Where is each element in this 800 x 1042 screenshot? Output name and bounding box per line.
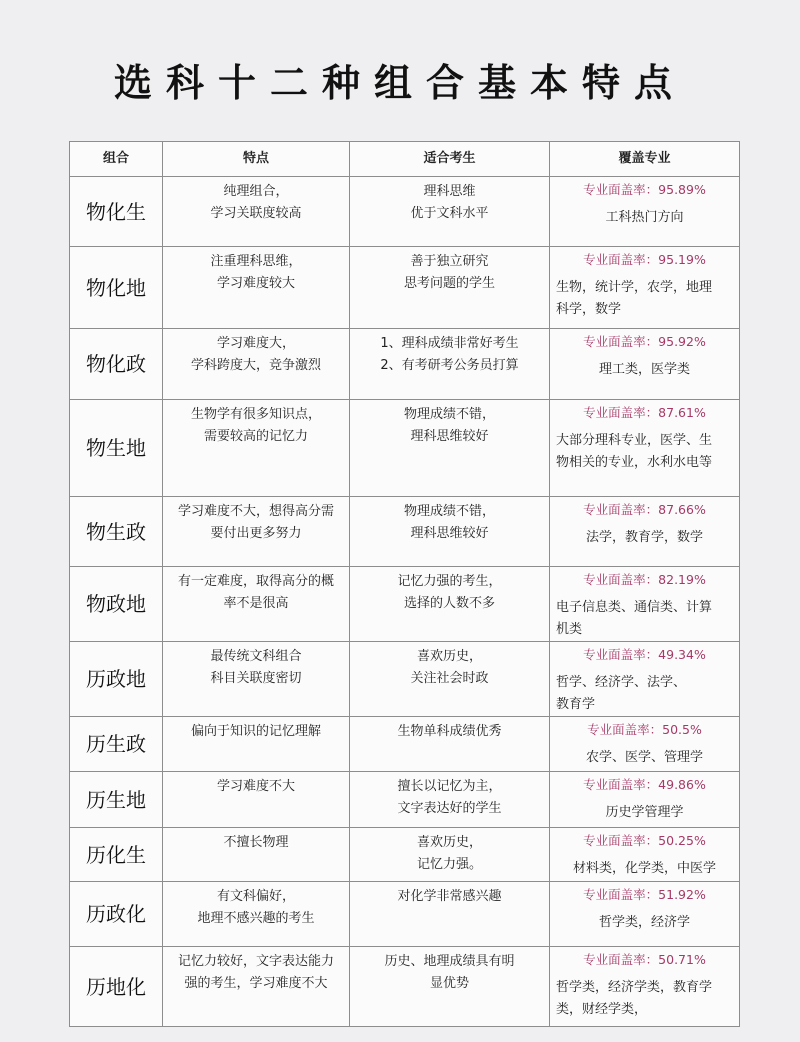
suitable-line: 历史、地理成绩具有明 [384, 954, 515, 969]
combination-name: 历地化 [70, 947, 163, 1027]
suitable-line: 文字表达好的学生 [397, 801, 502, 816]
table-row [70, 567, 740, 642]
coverage-rate-label: 专业面盖率： [583, 405, 659, 420]
table-row [70, 642, 740, 717]
coverage-rate-label: 专业面盖率： [583, 334, 659, 349]
suitable-students-cell [350, 497, 550, 567]
majors-line: 哲学类，经济学 [598, 915, 690, 930]
majors-line: 历史学管理学 [605, 805, 684, 820]
combination-name: 物政地 [70, 567, 163, 642]
coverage-rate-value: 87.61% [658, 405, 706, 420]
majors-line: 教育学 [556, 697, 596, 712]
majors-list [556, 527, 733, 549]
features-line: 学习难度较大 [216, 276, 295, 291]
majors-line: 材料类，化学类，中医学 [572, 861, 716, 876]
majors-list [556, 597, 733, 641]
majors-list [556, 858, 733, 880]
combination-name: 物化生 [70, 177, 163, 247]
coverage-rate [556, 569, 733, 591]
covered-majors-cell [550, 400, 740, 497]
table-row [70, 400, 740, 497]
majors-line: 农学、医学、管理学 [585, 750, 703, 765]
coverage-rate [556, 830, 733, 852]
majors-line: 法学，教育学，数学 [585, 530, 703, 545]
coverage-rate-label: 专业面盖率： [587, 722, 663, 737]
coverage-rate-value: 51.92% [658, 887, 706, 902]
suitable-line: 理科思维较好 [410, 526, 489, 541]
header-suitable-students: 适合考生 [350, 142, 550, 177]
features-line: 率不是很高 [223, 596, 289, 611]
majors-list [556, 672, 733, 716]
suitable-students-cell [350, 642, 550, 717]
majors-line: 电子信息类、通信类、计算 [556, 600, 713, 615]
features-line: 有一定难度，取得高分的概 [177, 574, 334, 589]
features-cell [163, 177, 350, 247]
suitable-line: 善于独立研究 [410, 254, 489, 269]
combination-name: 物生政 [70, 497, 163, 567]
table-row [70, 329, 740, 400]
table-row [70, 772, 740, 828]
suitable-line: 记忆力强的考生， [397, 574, 502, 589]
suitable-line: 喜欢历史， [416, 835, 482, 850]
features-line: 学科跨度大，竞争激烈 [190, 358, 321, 373]
coverage-rate-value: 95.89% [658, 182, 706, 197]
covered-majors-cell [550, 247, 740, 329]
covered-majors-cell [550, 642, 740, 717]
coverage-rate-value: 50.5% [662, 722, 702, 737]
table-header-row [70, 142, 740, 177]
covered-majors-cell [550, 567, 740, 642]
covered-majors-cell [550, 828, 740, 882]
combination-name: 物化地 [70, 247, 163, 329]
majors-line: 工科热门方向 [605, 210, 684, 225]
majors-line: 大部分理科专业，医学、生 [556, 433, 713, 448]
coverage-rate-value: 95.19% [658, 252, 706, 267]
header-features: 特点 [163, 142, 350, 177]
combination-name: 历生地 [70, 772, 163, 828]
suitable-line: 优于文科水平 [410, 206, 489, 221]
covered-majors-cell [550, 882, 740, 947]
coverage-rate-label: 专业面盖率： [583, 777, 659, 792]
features-line: 生物学有很多知识点， [190, 407, 321, 422]
majors-list [556, 802, 733, 824]
majors-line: 哲学类，经济学类，教育学 [556, 980, 713, 995]
table-row [70, 177, 740, 247]
suitable-line: 理科思维较好 [410, 429, 489, 444]
combination-name: 历政化 [70, 882, 163, 947]
suitable-line: 选择的人数不多 [403, 596, 495, 611]
suitable-line: 对化学非常感兴趣 [397, 889, 502, 904]
coverage-rate [556, 331, 733, 353]
features-cell [163, 642, 350, 717]
suitable-line: 1、理科成绩非常好考生 [380, 336, 519, 351]
coverage-rate-label: 专业面盖率： [583, 182, 659, 197]
covered-majors-cell [550, 497, 740, 567]
features-line: 科目关联度密切 [210, 671, 302, 686]
coverage-rate [556, 884, 733, 906]
majors-line: 物相关的专业，水利水电等 [556, 455, 713, 470]
covered-majors-cell [550, 947, 740, 1027]
coverage-rate-value: 50.25% [658, 833, 706, 848]
suitable-line: 记忆力强。 [416, 857, 482, 872]
suitable-students-cell [350, 329, 550, 400]
coverage-rate-value: 50.71% [658, 952, 706, 967]
table-row [70, 828, 740, 882]
suitable-students-cell [350, 772, 550, 828]
page-title: 选科十二种组合基本特点 [113, 61, 686, 105]
suitable-students-cell [350, 882, 550, 947]
header-combination: 组合 [70, 142, 163, 177]
suitable-students-cell [350, 247, 550, 329]
suitable-students-cell [350, 828, 550, 882]
coverage-rate [556, 179, 733, 201]
suitable-line: 理科思维 [423, 184, 476, 199]
coverage-rate-label: 专业面盖率： [583, 502, 659, 517]
features-line: 学习难度大， [216, 336, 295, 351]
features-cell [163, 828, 350, 882]
coverage-rate-value: 82.19% [658, 572, 706, 587]
subject-combination-table [69, 141, 740, 1027]
features-line: 要付出更多努力 [210, 526, 302, 541]
suitable-line: 生物单科成绩优秀 [397, 724, 502, 739]
features-line: 地理不感兴趣的考生 [197, 911, 315, 926]
suitable-line: 显优势 [429, 976, 469, 991]
covered-majors-cell [550, 329, 740, 400]
features-cell [163, 947, 350, 1027]
combination-name: 物生地 [70, 400, 163, 497]
majors-line: 哲学、经济学、法学、 [556, 675, 687, 690]
suitable-line: 关注社会时政 [410, 671, 489, 686]
coverage-rate [556, 499, 733, 521]
coverage-rate-label: 专业面盖率： [583, 952, 659, 967]
covered-majors-cell [550, 177, 740, 247]
covered-majors-cell [550, 772, 740, 828]
features-line: 纯理组合， [223, 184, 289, 199]
features-cell [163, 717, 350, 772]
features-cell [163, 329, 350, 400]
suitable-line: 喜欢历史， [416, 649, 482, 664]
features-line: 学习难度不大，想得高分需 [177, 504, 334, 519]
table-row [70, 497, 740, 567]
combination-name: 历生政 [70, 717, 163, 772]
majors-list [556, 747, 733, 769]
coverage-rate-value: 95.92% [658, 334, 706, 349]
coverage-rate-label: 专业面盖率： [583, 833, 659, 848]
suitable-students-cell [350, 400, 550, 497]
coverage-rate [556, 949, 733, 971]
suitable-students-cell [350, 177, 550, 247]
majors-list [556, 912, 733, 934]
features-line: 学习难度不大 [216, 779, 295, 794]
suitable-line: 思考问题的学生 [403, 276, 495, 291]
coverage-rate-label: 专业面盖率： [583, 252, 659, 267]
features-cell [163, 247, 350, 329]
features-cell [163, 497, 350, 567]
coverage-rate-label: 专业面盖率： [583, 572, 659, 587]
table-row [70, 247, 740, 329]
coverage-rate [556, 774, 733, 796]
header-covered-majors: 覆盖专业 [550, 142, 740, 177]
coverage-rate [556, 644, 733, 666]
combination-name: 物化政 [70, 329, 163, 400]
suitable-line: 物理成绩不错， [403, 504, 495, 519]
majors-list [556, 207, 733, 229]
suitable-line: 2、有考研考公务员打算 [380, 358, 519, 373]
covered-majors-cell [550, 717, 740, 772]
features-line: 不擅长物理 [223, 835, 289, 850]
table-row [70, 717, 740, 772]
features-line: 有文科偏好， [216, 889, 295, 904]
features-cell [163, 567, 350, 642]
coverage-rate-value: 49.86% [658, 777, 706, 792]
combination-name: 历化生 [70, 828, 163, 882]
coverage-rate [556, 402, 733, 424]
majors-line: 科学，数学 [556, 302, 622, 317]
majors-line: 生物，统计学，农学，地理 [556, 280, 713, 295]
coverage-rate-label: 专业面盖率： [583, 647, 659, 662]
suitable-students-cell [350, 717, 550, 772]
features-line: 需要较高的记忆力 [203, 429, 308, 444]
suitable-line: 物理成绩不错， [403, 407, 495, 422]
suitable-students-cell [350, 947, 550, 1027]
majors-list [556, 977, 733, 1021]
coverage-rate-label: 专业面盖率： [583, 887, 659, 902]
features-line: 偏向于知识的记忆理解 [190, 724, 321, 739]
majors-line: 类，财经学类， [556, 1002, 648, 1017]
majors-list [556, 359, 733, 381]
majors-list [556, 277, 733, 321]
coverage-rate [556, 719, 733, 741]
coverage-rate-value: 87.66% [658, 502, 706, 517]
majors-list [556, 430, 733, 474]
features-line: 学习关联度较高 [210, 206, 302, 221]
features-line: 注重理科思维， [210, 254, 302, 269]
features-cell [163, 772, 350, 828]
majors-line: 理工类，医学类 [598, 362, 690, 377]
suitable-line: 擅长以记忆为主， [397, 779, 502, 794]
table-row [70, 882, 740, 947]
coverage-rate [556, 249, 733, 271]
features-line: 记忆力较好，文字表达能力 [177, 954, 334, 969]
coverage-rate-value: 49.34% [658, 647, 706, 662]
features-line: 最传统文科组合 [210, 649, 302, 664]
table-row [70, 947, 740, 1027]
features-cell [163, 400, 350, 497]
majors-line: 机类 [556, 622, 583, 637]
suitable-students-cell [350, 567, 550, 642]
combination-name: 历政地 [70, 642, 163, 717]
features-line: 强的考生，学习难度不大 [184, 976, 328, 991]
features-cell [163, 882, 350, 947]
